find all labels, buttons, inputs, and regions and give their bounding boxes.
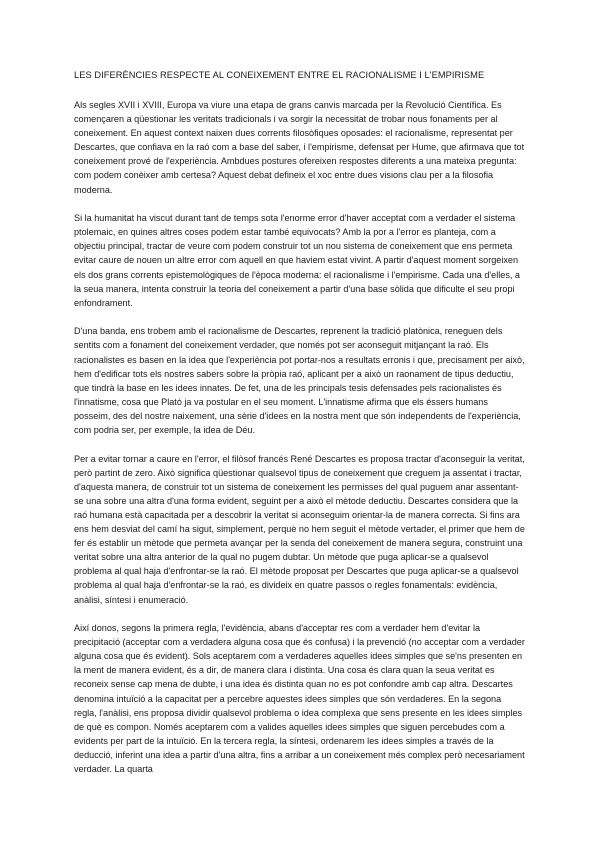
paragraph-intro: Als segles XVII i XVIII, Europa va viure una etapa de grans canvis marcada per la Revolució Científica. Es començaren a qüestionar les veritats tradicionals i va sorgir la necessitat de trobar nous fonaments per al coneixement. En aquest context naixen dues corrents filosòfiques oposades: el racionalisme, representat per Descartes, que confiava en la raó com a base del saber, i l'empirisme, defensat per Hume, que afirmava que tot coneixement prové de l'experiència. Ambdues postures ofereixen respostes diferents a una mateixa pregunta: com podem conèixer amb certesa? Aquest debat defineix el xoc entre dues visions clau per a la filosofia moderna.: [74, 100, 525, 195]
paragraph-rules: Així donos, segons la primera regla, l'evidència, abans d'acceptar res com a verdader hem d'evitar la precipitació (acceptar com a verdadera alguna cosa que és confusa) i la prevenció (no acceptar com a verdader alguna cosa que és evident). Sols aceptarem com a verdaderes aquelles idees simples que se'ns presenten en la ment de manera evident, és a dir, de manera clara i distinta. Una cosa és clara quan la seua veritat es reconeix sense cap mena de dubte, i una idea és distinta quan no es pot confondre amb cap altra. Descartes denomina intuïció a la capacitat per a percebre aquestes idees simples que són verdaderes. En la segona regla, l'anàlisi, ens proposa dividir qualsevol problema o idea complexa que sens presente en les idees simples de què es compon. Només aceptarem com a valides aquelles idees simples que siguen percebudes com a evidents per part de la intuïció. En la tercera regla, la síntesi, ordenarem les idees simples a través de la deducció, inferint una idea a partir d'una altra, fins a arribar a un coneixement més complex però necesariament verdader. La quarta: [74, 623, 525, 775]
paragraph-error: Si la humanitat ha viscut durant tant de temps sota l'enorme error d'haver acceptat com a verdader el sistema ptolemaic, en quines altres coses podem estar també equivocats? Amb la por a l'error es planteja, com a objectiu principal, tractar de veure com podem construir tot un nou sistema de coneixement que ens permeta evitar caure de nouen un altre error com aquell en que haviem estat vivint. A partir d'aquest moment sorgeixen els dos grans corrents epistemològiques de l'època moderna: el racionalisme i l'empirisme. Cada una d'elles, a la seua manera, intenta construir la teoria del coneixement a partir d'una base sòlida que dificulte el seu propi enfondrament.: [74, 213, 520, 308]
paragraph-rationalism: D'una banda, ens trobem amb el racionalisme de Descartes, reprenent la tradició platònica, reneguen dels sentits com a fonament del coneixement verdader, que només pot ser aconseguit mitjançant la raó. Els racionalistes es basen en la idea que l'experiència pot portar-nos a resultats erronis i que, precisament per això, hem d'edificar tots els nostres sabers sobre la pròpia raó, aplicant per a això un raonament de tipus deductiu, que tindrà la base en les idees innates. De fet, una de les principals tesis defensades pels racionalistes és l'innatisme, cosa que Plató ja va postular en el seu moment. L'innatisme afirma que els éssers humans posseim, des del nostre naixement, una sèrie d'idees en la nostra ment que són independents de l'experiència, com podria ser, per exemple, la idea de Déu.: [74, 326, 525, 435]
paragraph-descartes-method: Per a evitar tornar a caure en l'error, el filòsof francés René Descartes es proposa tractar d'aconseguir la veritat, però partint de zero. Això significa qüestionar qualsevol tipus de coneixement que creguem ja assentat i tractar, d'aquesta manera, de construir tot un sistema de coneixement les permisses del qual puguem anar assentant-se una sobre una altra d'una forma evident, seguint per a això el mètode deductiu. Descartes considera que la raó humana està capacitada per a descobrir la veritat si aconseguim orientar-la de manera correcta. Si fins ara ens hem desviat del camí ha sigut, simplement, perquè no hem seguit el mètode vertader, el primer que hem de fer és establir un mètode que permeta avançar per la senda del coneixement de manera segura, construint una veritat sobre una altra anterior de la qual no pugem dubtar. Un mètode que puga aplicar-se a qualsevol problema al qual haja d'enfrontar-se la raó. El mètode proposat per Descartes que puga aplicar-se a qualsevol problema al qual haja d'enfrontar-se la raó, es divideix en quatre passos o regles fonamentals: evidència, anàlisi, síntesi i enumeració.: [74, 453, 525, 605]
document-title: LES DIFERÈNCIES RESPECTE AL CONEIXEMENT ENTRE EL RACIONALISME I L'EMPIRISME: [74, 70, 485, 80]
document-page: [74, 68, 526, 791]
